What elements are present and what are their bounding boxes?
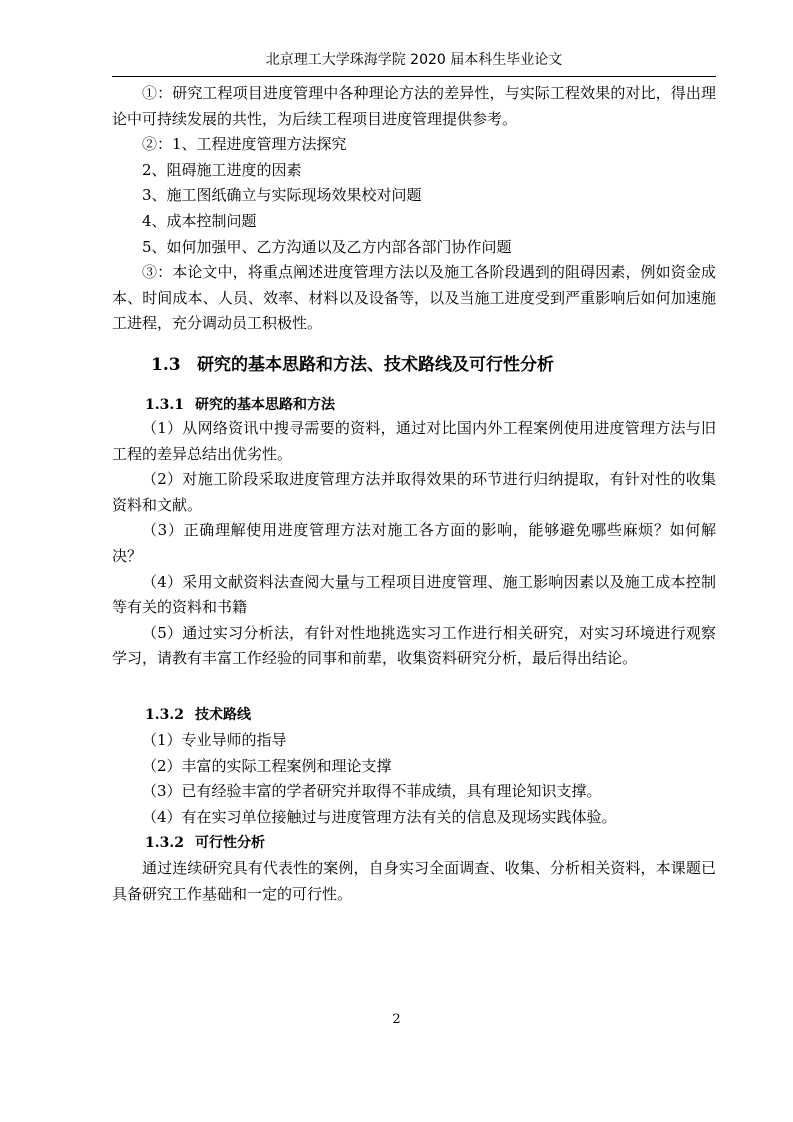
subsection-number: 1.3.1 [145,397,184,413]
paragraph: （2）对施工阶段采取进度管理方法并取得效果的环节进行归纳提取，有针对性的收集资料和文献。 [112,470,716,514]
subsection-number: 1.3.2 [145,835,184,851]
page-number: 2 [392,1012,401,1027]
section-number: 1.3 [151,355,181,375]
feasibility-block [112,856,716,907]
paragraph: ①：研究工程项目进度管理中各种理论方法的差异性，与实际工程效果的对比，得出理论中可持续发展的共性，为后续工程项目进度管理提供参考。 [112,84,716,128]
subsection-title: 技术路线 [195,707,251,723]
list-item: （4）有在实习单位接触过与进度管理方法有关的信息及现场实践体验。 [142,807,617,826]
paragraph: （5）通过实习分析法，有针对性地挑选实习工作进行相关研究，对实习环境进行观察学习，请教有丰富工作经验的同事和前辈，收集资料研究分析，最后得出结论。 [112,623,716,668]
subsection-number: 1.3.2 [145,707,184,723]
objectives-block [112,81,716,337]
list-item: （1）专业导师的指导 [142,731,287,749]
paragraph: 通过连续研究具有代表性的案例，自身实习全面调查、收集、分析相关资料，本课题已具备研究工作基础和一定的可行性。 [112,859,716,903]
methods-block [112,416,716,672]
subsection-heading [145,704,251,726]
list-item: （2）丰富的实际工程案例和理论支撑 [142,756,392,775]
header-rule [112,76,716,77]
running-header: 北京理工大学珠海学院 2020 届本科生毕业论文 [265,52,563,68]
tech-route-block [112,728,716,830]
paragraph: ③：本论文中，将重点阐述进度管理方法以及施工各阶段遇到的阻碍因素，例如资金成本、时间成本、人员、效率、材料以及设备等，以及当施工进度受到严重影响后如何加速施工进程，充分调动员工积极性。 [112,263,716,333]
list-item: （3）已有经验丰富的学者研究并取得不菲成绩，具有理论知识支撑。 [142,782,602,801]
paragraph: 3、施工图纸确立与实际现场效果校对问题 [142,186,422,205]
section-heading [151,353,554,377]
subsection-heading [145,394,335,416]
paragraph: 2、阻碍施工进度的因素 [142,160,302,179]
section-title: 研究的基本思路和方法、技术路线及可行性分析 [197,355,554,375]
paragraph: （3）正确理解使用进度管理方法对施工各方面的影响，能够避免哪些麻烦？如何解决？ [112,521,716,565]
subsection-title: 研究的基本思路和方法 [195,397,335,413]
subsection-heading [145,832,265,854]
paragraph: 4、成本控制问题 [142,211,257,230]
subsection-title: 可行性分析 [195,835,265,851]
paragraph: 5、如何加强甲、乙方沟通以及乙方内部各部门协作问题 [142,237,512,256]
paragraph: （1）从网络资讯中搜寻需要的资料，通过对比国内外工程案例使用进度管理方法与旧工程的差异总结出优劣性。 [112,419,716,463]
paragraph: （4）采用文献资料法查阅大量与工程项目进度管理、施工影响因素以及施工成本控制等有关的资料和书籍 [112,572,716,617]
paragraph: ②：1、工程进度管理方法探究 [142,135,347,154]
